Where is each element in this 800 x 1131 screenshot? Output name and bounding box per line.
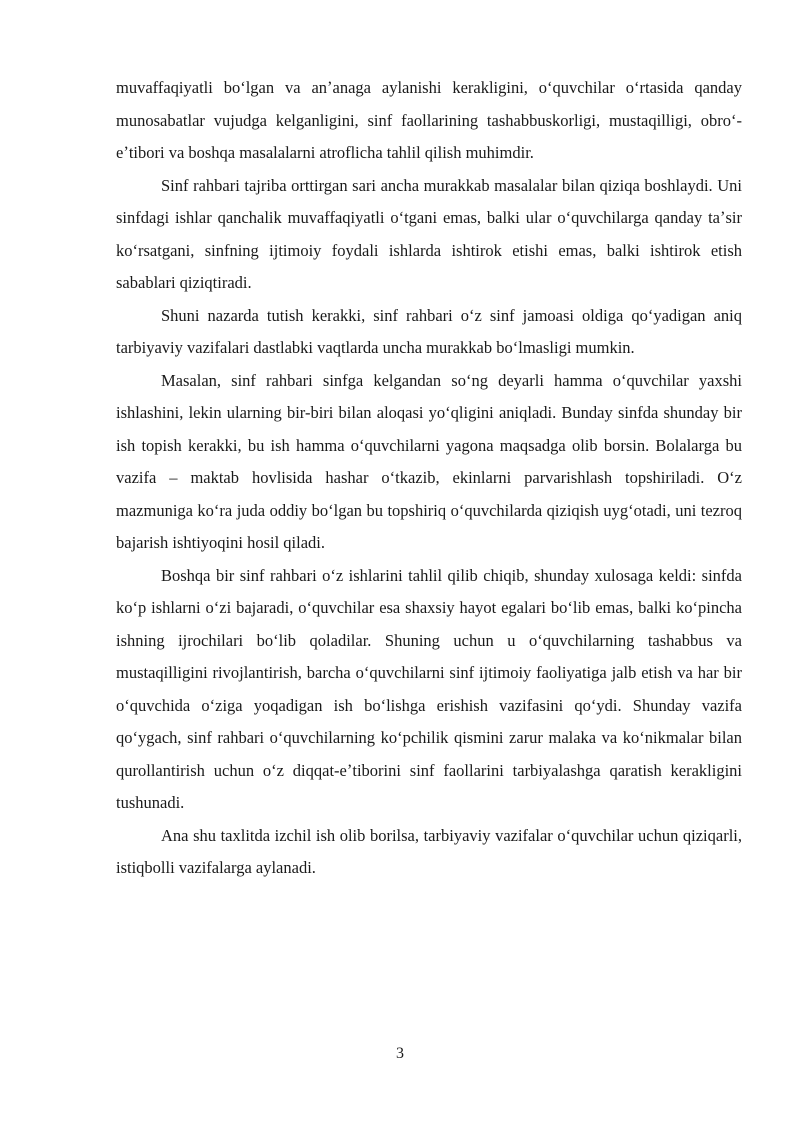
paragraph: Shuni nazarda tutish kerakki, sinf rahbari oʻz sinf jamoasi oldiga qoʻyadigan aniq tarbiyaviy vazifalari dastlabki vaqtlarda uncha murakkab boʻlmasligi mumkin. [116, 305, 742, 357]
paragraph: Masalan, sinf rahbari sinfga kelgandan soʻng deyarli hamma oʻquvchilar yaxshi ishlashini, lekin ularning bir-biri bilan aloqasi yoʻqligini aniqladi. Bunday sinfda shunday bir ish topish kerakki, bu ish hamma oʻquvchilarni yagona maqsadga olib borsin. Bolalarga bu vazifa – maktab hovlisida hashar oʻtkazib, ekinlarni parvarishlash topshiriladi. Oʻz mazmuniga koʻra juda oddiy boʻlgan bu topshiriq oʻquvchilarda qiziqish uygʻotadi, uni tezroq bajarish ishtiyoqini hosil qiladi. [116, 370, 742, 552]
paragraph: Ana shu taxlitda izchil ish olib borilsa, tarbiyaviy vazifalar oʻquvchilar uchun qiziqarli, istiqbolli vazifalarga aylanadi. [116, 825, 742, 877]
paragraph: Sinf rahbari tajriba orttirgan sari ancha murakkab masalalar bilan qiziqa boshlaydi. Uni sinfdagi ishlar qanchalik muvaffaqiyatli oʻtgani emas, balki ular oʻquvchilarga qanday taʼsir koʻrsatgani, sinfning ijtimoiy foydali ishlarda ishtirok etishi emas, balki ishtirok etish sabablari qiziqtiradi. [116, 175, 742, 292]
document-page [116, 72, 742, 885]
paragraph-continuation: muvaffaqiyatli boʻlgan va anʼanaga aylanishi kerakligini, oʻquvchilar oʻrtasida qanday munosabatlar vujudga kelganligini, sinf faollarining tashabbuskorligi, mustaqilligi, obroʻ-eʼtibori va boshqa masalalarni atroflicha tahlil qilish muhimdir. [116, 78, 742, 162]
paragraph: Boshqa bir sinf rahbari oʻz ishlarini tahlil qilib chiqib, shunday xulosaga keldi: sinfda koʻp ishlarni oʻzi bajaradi, oʻquvchilar esa shaxsiy hayot egalari boʻlib emas, balki koʻpincha ishning ijrochilari boʻlib qoladilar. Shuning uchun u oʻquvchilarning tashabbus va mustaqilligini rivojlantirish, barcha oʻquvchilarni sinf ijtimoiy faoliyatiga jalb etish va har bir oʻquvchida oʻziga yoqadigan ish boʻlishga erishish vazifasini qoʻydi. Shunday vazifa qoʻygach, sinf rahbari oʻquvchilarning koʻpchilik qismini zarur malaka va koʻnikmalar bilan qurollantirish uchun oʻz diqqat-eʼtiborini sinf faollarini tarbiyalashga qaratish kerakligini tushunadi. [116, 565, 742, 812]
page-number: 3 [396, 1045, 404, 1062]
